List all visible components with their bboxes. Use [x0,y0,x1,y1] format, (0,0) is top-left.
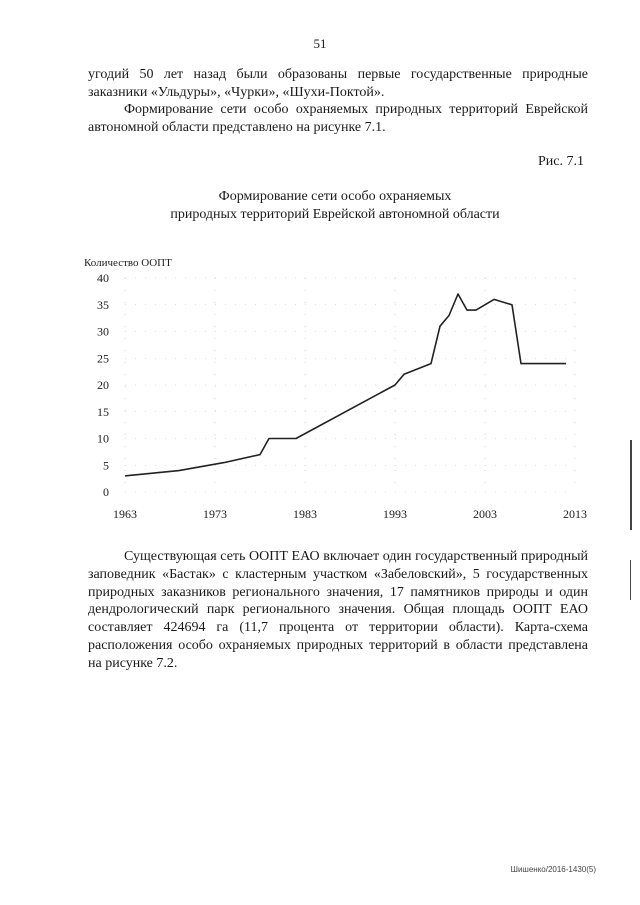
y-tick-label: 35 [97,297,109,312]
chart-grid [125,278,575,492]
line-chart [80,248,600,528]
footer-code: Шишенко/2016-1430(5) [510,865,596,874]
y-tick-label: 25 [97,351,109,366]
paragraph-network-description: Существующая сеть ООПТ ЕАО включает один государственный природный заповедник «Бастак» с кластерным участком «Забеловский», 5 государственных природных заказников регионального значения, 17 памятников природы и один дендрологический парк регионального значения. Общая площадь ООПТ ЕАО составляет 424694 га (11,7 процента от территории области). Карта-схема расположения особо охраняемых природных территорий в области представлена на рисунке 7.2. [88,549,588,671]
y-tick-label: 0 [103,485,109,499]
x-axis-ticks [113,507,587,521]
x-tick-label: 2013 [563,507,587,521]
page-number: 51 [313,36,327,51]
y-tick-label: 5 [103,458,109,473]
chart-title-line-1: Формирование сети особо охраняемых [218,189,452,204]
y-tick-label: 15 [97,404,109,419]
figure-label: Рис. 7.1 [538,154,584,169]
scan-edge-mark [630,560,631,600]
x-tick-label: 1993 [383,507,407,521]
y-tick-label: 40 [97,271,109,285]
scan-edge-mark [630,440,632,530]
y-axis-ticks [97,271,109,499]
x-tick-label: 1973 [203,507,227,521]
y-tick-label: 10 [97,431,109,446]
paragraph-figure-reference: Формирование сети особо охраняемых природных территорий Еврейской автономной области представлено на рисунке 7.1. [88,102,588,135]
y-axis-label: Количество ООПТ [84,257,172,269]
x-tick-label: 1963 [113,507,137,521]
paragraph-intro: угодий 50 лет назад были образованы первые государственные природные заказники «Ульдуры», «Чурки», «Шухи-Поктой». [88,67,588,100]
y-tick-label: 20 [97,378,109,392]
x-tick-label: 2003 [473,507,497,521]
x-tick-label: 1983 [293,507,317,521]
chart-title [100,188,570,224]
chart-title-line-2: природных территорий Еврейской автономной области [170,207,500,222]
y-tick-label: 30 [97,324,109,339]
